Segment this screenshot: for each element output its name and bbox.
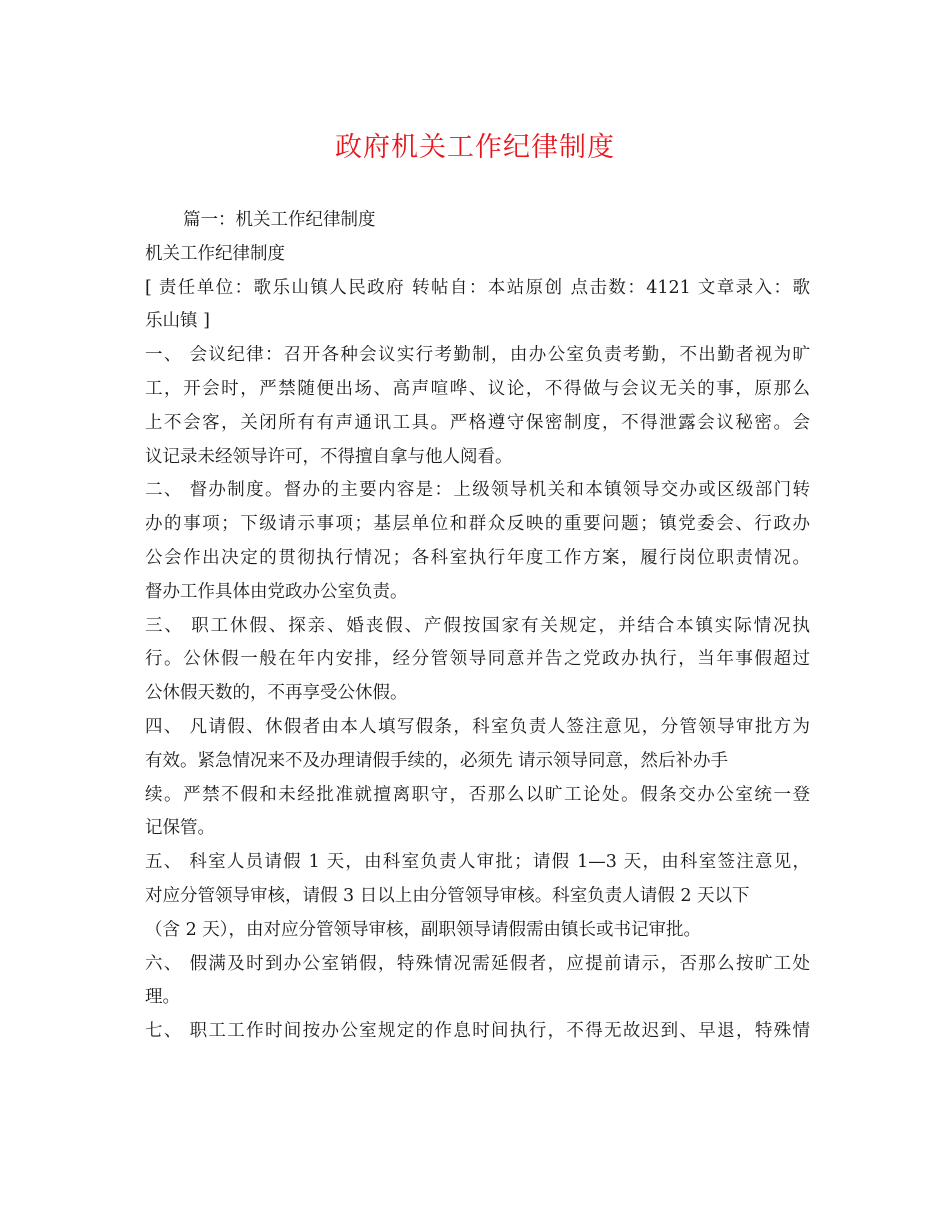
subheading: 机关工作纪律制度: [145, 243, 285, 264]
paragraph-line: 办的事项；下级请示事项；基层单位和群众反映的重要问题；镇党委会、行政办: [145, 514, 810, 535]
paragraph-line: 三、 职工休假、探亲、婚丧假、产假按国家有关规定，并结合本镇实际情况执: [145, 615, 810, 636]
paragraph-line: 督办工作具体由党政办公室负责。: [145, 581, 408, 602]
paragraph-line: 上不会客，关闭所有有声通讯工具。严格遵守保密制度，不得泄露会议秘密。会: [145, 412, 810, 433]
paragraph-line: 对应分管领导审核，请假 3 日以上由分管领导审核。科室负责人请假 2 天以下: [145, 885, 750, 906]
meta-line: 乐山镇 ]: [145, 311, 210, 332]
paragraph-line: 有效。紧急情况来不及办理请假手续的，必须先 请示领导同意，然后补办手: [145, 750, 729, 771]
meta-line: [ 责任单位：歌乐山镇人民政府 转帖自：本站原创 点击数：4121 文章录入：歌: [145, 277, 810, 298]
paragraph-line: 理。: [145, 987, 180, 1008]
paragraph-line: 四、 凡请假、休假者由本人填写假条，科室负责人签注意见，分管领导审批方为: [145, 716, 810, 737]
section-heading: 篇一：机关工作纪律制度: [183, 210, 376, 230]
paragraph-line: （含 2 天），由对应分管领导审核，副职领导请假需由镇长或书记审批。: [145, 919, 702, 940]
paragraph-line: 行。公休假一般在年内安排，经分管领导同意并告之党政办执行，当年事假超过: [145, 649, 810, 670]
document-title: 政府机关工作纪律制度: [335, 132, 615, 163]
paragraph-line: 记保管。: [145, 818, 215, 839]
paragraph-line: 公会作出决定的贯彻执行情况；各科室执行年度工作方案，履行岗位职责情况。: [145, 547, 810, 568]
paragraph-line: 六、 假满及时到办公室销假，特殊情况需延假者，应提前请示，否那么按旷工处: [145, 953, 810, 974]
paragraph-line: 工，开会时，严禁随便出场、高声喧哗、议论，不得做与会议无关的事，原那么: [145, 378, 810, 399]
paragraph-line: 七、 职工工作时间按办公室规定的作息时间执行，不得无故迟到、早退，特殊情: [145, 1021, 810, 1042]
paragraph-line: 公休假天数的，不再享受公休假。: [145, 683, 408, 704]
document-body: [145, 204, 810, 1049]
paragraph-line: 一、 会议纪律：召开各种会议实行考勤制，由办公室负责考勤，不出勤者视为旷: [145, 345, 810, 366]
paragraph-line: 议记录未经领导许可，不得擅自拿与他人阅看。: [145, 446, 513, 467]
paragraph-line: 五、 科室人员请假 1 天，由科室负责人审批；请假 1—3 天，由科室签注意见，: [145, 852, 810, 873]
paragraph-line: 二、 督办制度。督办的主要内容是：上级领导机关和本镇领导交办或区级部门转: [145, 480, 810, 501]
paragraph-line: 续。严禁不假和未经批准就擅离职守，否那么以旷工论处。假条交办公室统一登: [145, 784, 810, 805]
